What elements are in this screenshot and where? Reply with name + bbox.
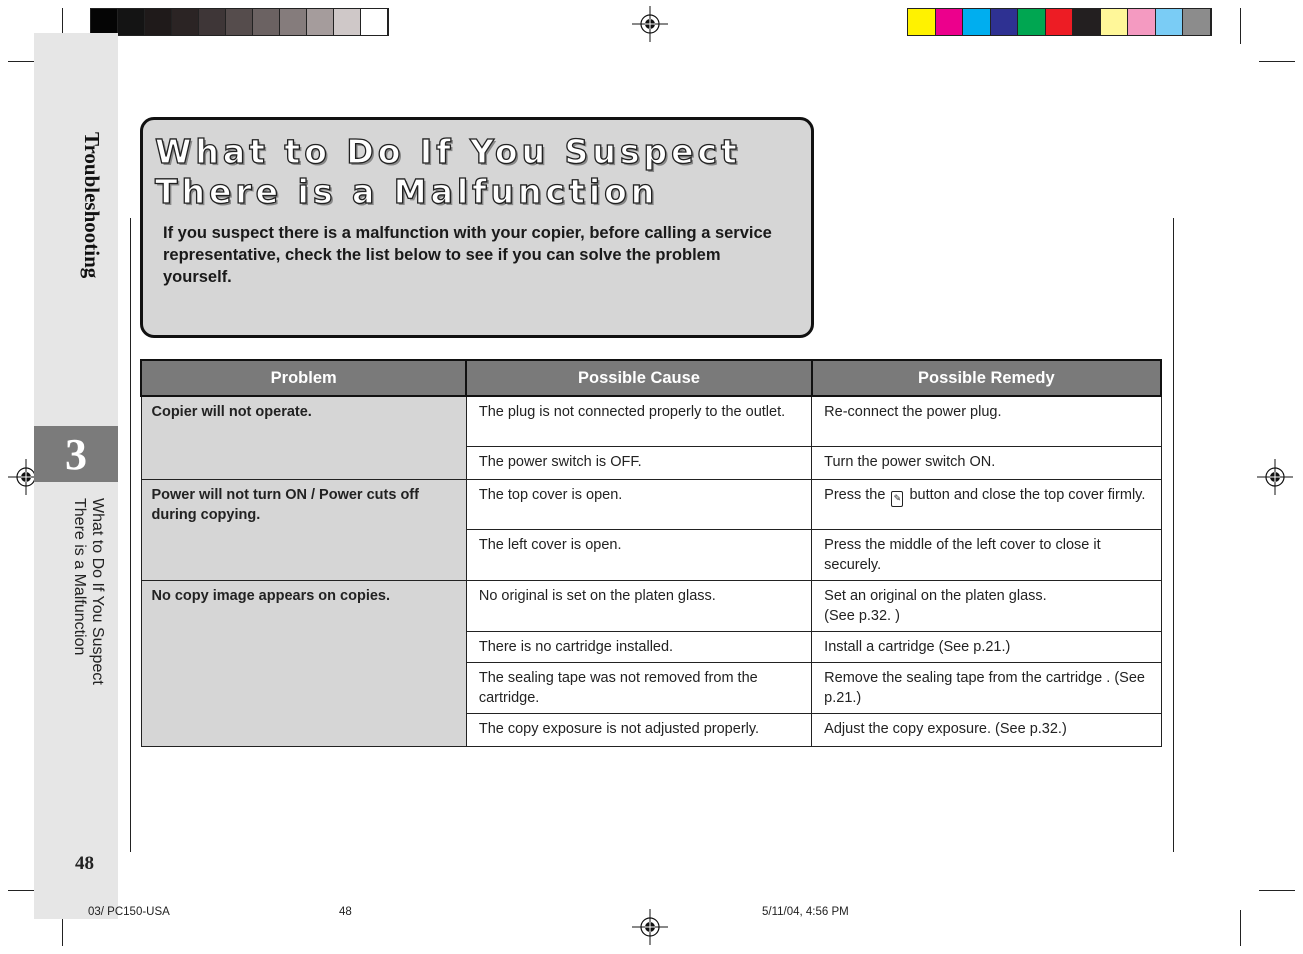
troubleshooting-table: [140, 359, 1162, 747]
gray-swatch: [199, 9, 226, 35]
gray-swatch: [172, 9, 199, 35]
column-header-remedy: Possible Remedy: [812, 360, 1161, 396]
color-swatch: [1101, 9, 1129, 35]
cause-cell: The plug is not connected properly to the outlet.: [466, 396, 811, 446]
gray-swatch: [145, 9, 172, 35]
color-bar: [907, 8, 1212, 36]
color-swatch: [1018, 9, 1046, 35]
table-row: [141, 479, 1161, 529]
crop-mark: [1259, 890, 1295, 891]
side-subtitle: [66, 498, 110, 718]
gray-swatch: [91, 9, 118, 35]
column-header-problem: Problem: [141, 360, 466, 396]
gray-swatch: [280, 9, 307, 35]
intro-text: If you suspect there is a malfunction with your copier, before calling a service representative, check the list below to see if you can solve the problem yourself.: [163, 224, 772, 286]
section-tab: [60, 132, 116, 292]
color-swatch: [963, 9, 991, 35]
remedy-cell: Install a cartridge (See p.21.): [812, 631, 1161, 662]
color-swatch: [1128, 9, 1156, 35]
cause-cell: The top cover is open.: [466, 479, 811, 529]
remedy-text: button and close the top cover firmly.: [909, 486, 1146, 503]
table-row: [141, 580, 1161, 631]
color-swatch: [1183, 9, 1211, 35]
remedy-cell: Turn the power switch ON.: [812, 446, 1161, 479]
remedy-cell: [812, 580, 1161, 631]
gray-swatch: [226, 9, 253, 35]
registration-mark-icon: [1257, 459, 1293, 495]
remedy-cell: Remove the sealing tape from the cartridge . (See p.21.): [812, 662, 1161, 713]
gray-swatch: [334, 9, 361, 35]
registration-mark-icon: [632, 6, 668, 42]
cause-cell: The copy exposure is not adjusted properly.: [466, 713, 811, 746]
side-subtitle-line: There is a Malfunction: [71, 498, 88, 656]
remedy-cell: Re-connect the power plug.: [812, 396, 1161, 446]
header-box: [140, 117, 814, 338]
problem-cell: Power will not turn ON / Power cuts off during copying.: [141, 479, 466, 580]
remedy-text: Press the: [824, 486, 886, 503]
cause-cell: The left cover is open.: [466, 529, 811, 580]
color-swatch: [908, 9, 936, 35]
registration-mark-icon: [632, 909, 668, 945]
footer-timestamp: 5/11/04, 4:56 PM: [762, 906, 849, 918]
problem-cell: No copy image appears on copies.: [141, 580, 466, 746]
crop-mark: [1259, 61, 1295, 62]
cause-cell: There is no cartridge installed.: [466, 631, 811, 662]
color-swatch: [1073, 9, 1101, 35]
page-title: [155, 132, 741, 212]
gray-swatch: [118, 9, 145, 35]
footer-page: 48: [339, 906, 352, 918]
footer-file: 03/ PC150-USA: [88, 906, 170, 918]
crop-mark: [1240, 8, 1241, 44]
chapter-number: 3: [34, 426, 118, 482]
color-swatch: [991, 9, 1019, 35]
crop-mark: [1240, 910, 1241, 946]
cover-open-button-icon: ✎: [891, 491, 903, 507]
column-header-cause: Possible Cause: [466, 360, 811, 396]
gray-swatch: [361, 9, 388, 35]
gray-swatch: [307, 9, 334, 35]
remedy-text: Set an original on the platen glass.: [824, 587, 1047, 604]
remedy-text: (See p.32. ): [824, 607, 900, 624]
margin-rule: [130, 218, 131, 852]
grayscale-bar: [90, 8, 389, 36]
page-title-line: What to Do If You Suspect: [155, 132, 741, 171]
side-subtitle-line: What to Do If You Suspect: [89, 498, 106, 685]
remedy-cell: Adjust the copy exposure. (See p.32.): [812, 713, 1161, 746]
cause-cell: No original is set on the platen glass.: [466, 580, 811, 631]
color-swatch: [936, 9, 964, 35]
problem-cell: Copier will not operate.: [141, 396, 466, 479]
cause-cell: The power switch is OFF.: [466, 446, 811, 479]
page-number: 48: [75, 853, 94, 874]
page-title-line: There is a Malfunction: [155, 172, 659, 211]
remedy-cell: Press the middle of the left cover to close it securely.: [812, 529, 1161, 580]
gray-swatch: [253, 9, 280, 35]
color-swatch: [1046, 9, 1074, 35]
section-title: Troubleshooting: [80, 132, 104, 279]
cause-cell: The sealing tape was not removed from the cartridge.: [466, 662, 811, 713]
remedy-cell: [812, 479, 1161, 529]
margin-rule: [1173, 218, 1174, 852]
color-swatch: [1156, 9, 1184, 35]
table-row: [141, 396, 1161, 446]
table-header-row: [141, 360, 1161, 396]
